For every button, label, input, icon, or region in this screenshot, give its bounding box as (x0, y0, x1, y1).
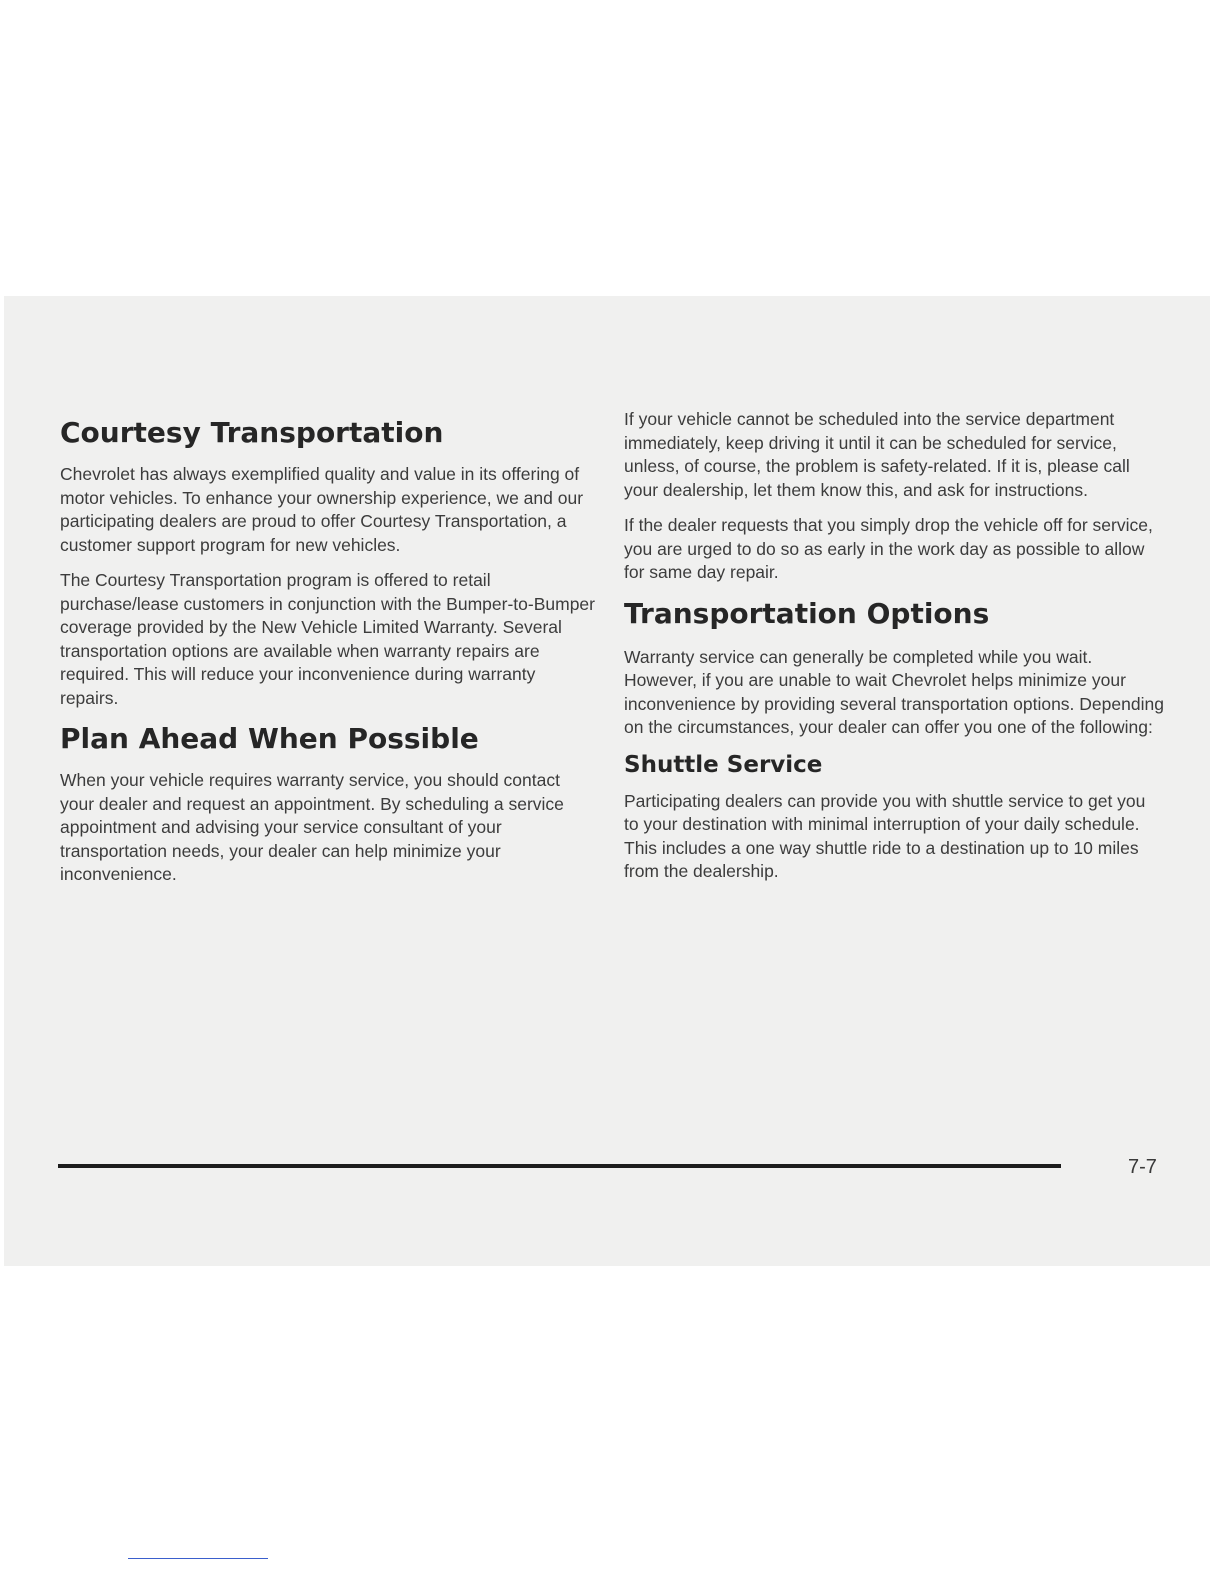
paragraph-plan-ahead: When your vehicle requires warranty service, you should contact your dealer and request an appointment. By scheduling a service appointment and advising your service consultant of your transportation needs, your dealer can help minimize your inconvenience. (60, 770, 564, 884)
paragraph-courtesy-intro: Chevrolet has always exemplified quality and value in its offering of motor vehicles. To enhance your ownership experience, we and our participating dealers are proud to offer Courtesy Transportation, a customer support program for new vehicles. (60, 464, 584, 555)
heading-courtesy-transportation: Courtesy Transportation (60, 416, 444, 449)
link-underline-artifact (128, 1558, 268, 1559)
manual-page (4, 296, 1210, 1266)
paragraph-courtesy-program: The Courtesy Transportation program is offered to retail purchase/lease customers in conjunction with the Bumper-to-Bumper coverage provided by the New Vehicle Limited Warranty. Several transportation options are available when warranty repairs are required. This will reduce your inconvenience during warranty repairs. (60, 570, 595, 708)
heading-transportation-options: Transportation Options (624, 596, 990, 630)
footer-rule (58, 1164, 1061, 1168)
page-number: 7-7 (1128, 1156, 1157, 1178)
heading-shuttle-service: Shuttle Service (624, 751, 823, 778)
paragraph-shuttle-service: Participating dealers can provide you with shuttle service to get you to your destination with minimal interruption of your daily schedule. This includes a one way shuttle ride to a destination up to 10 miles from the dealership. (624, 790, 1146, 881)
paragraph-drop-off: If the dealer requests that you simply drop the vehicle off for service, you are urged to do so as early in the work day as possible to allow for same day repair. (624, 515, 1153, 582)
left-column (60, 416, 595, 899)
paragraph-scheduling: If your vehicle cannot be scheduled into the service department immediately, keep driving it until it can be scheduled for service, unless, of course, the problem is safety-related. If it is, please call your dealership, let them know this, and ask for instructions. (624, 409, 1130, 500)
right-column (624, 409, 1164, 896)
paragraph-transportation-options: Warranty service can generally be completed while you wait. However, if you are unable to wait Chevrolet helps minimize your inconvenience by providing several transportation options. Depending on the circumstances, your dealer can offer you one of the following: (624, 646, 1164, 737)
heading-plan-ahead: Plan Ahead When Possible (60, 722, 479, 755)
